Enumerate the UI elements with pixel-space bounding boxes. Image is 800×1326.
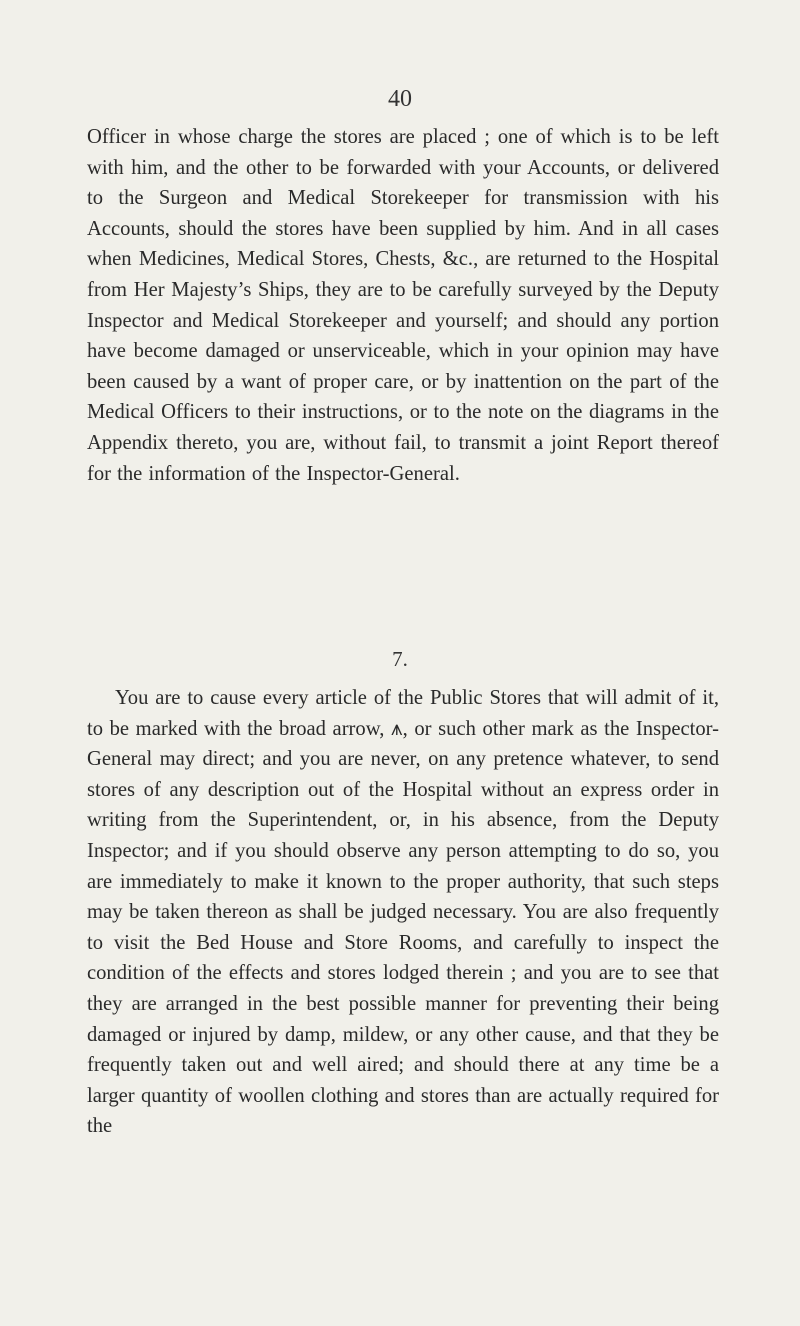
paragraph-text: Officer in whose charge the stores are placed ; one of which is to be left with him, and the other to be forwarded with your Accounts, or delivered to the Surgeon and Medical Storekeeper for transmission with his Accounts, should the stores have been supplied by him. And in all cases when Medicines, Medical Stores, Chests, &c., are returned to the Hospital from Her Majesty’s Ships, they are to be carefully surveyed by the Deputy Inspector and Medical Storekeeper and yourself; and should any portion have become damaged or unserviceable, which in your opinion may have been caused by a want of proper care, or by inattention on the part of the Medical Officers to their instructions, or to the note on the diagrams in the Appendix thereto, you are, without fail, to transmit a joint Report thereof for the information of the Inspector-General. [87, 126, 719, 485]
section-number: 7. [392, 647, 408, 671]
paragraph-continuation [87, 122, 719, 489]
paragraph-section-7 [87, 683, 719, 1142]
page-number: 40 [388, 86, 412, 112]
paragraph-text: You are to cause every article of the Public Stores that will admit of it, to be marked with the broad arrow, ⩚, or such other mark as the Inspector-General may direct; and you are never, on any pretence whatever, to send stores of any description out of the Hospital without an express order in writing from the Superintendent, or, in his absence, from the Deputy Inspector; and if you should observe any person attempting to do so, you are immediately to make it known to the proper authority, that such steps may be taken thereon as shall be judged necessary. You are also frequently to visit the Bed House and Store Rooms, and carefully to inspect the condition of the effects and stores lodged therein ; and you are to see that they are arranged in the best possible manner for preventing their being damaged or injured by damp, mildew, or any other cause, and that they be frequently taken out and well aired; and should there at any time be a larger quantity of woollen clothing and stores than are actually required for the [87, 687, 719, 1138]
